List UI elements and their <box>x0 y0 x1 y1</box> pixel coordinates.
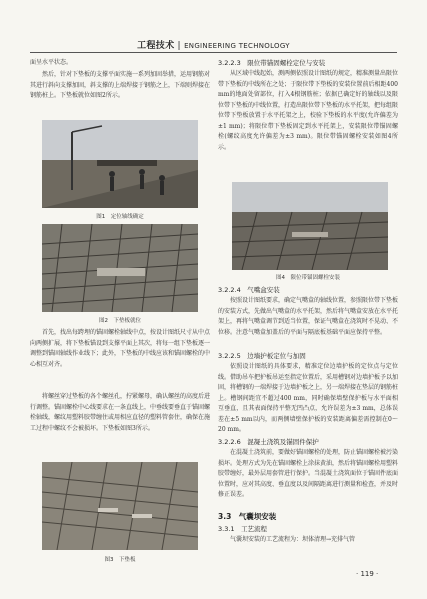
left-paragraph-2: 然后，针对下垫板的支撑平面实施一系列加固举措，运用钢筋对其进行斜向支撑加固，斜支撑的上端焊接于钢筋之上，下端则焊接在钢筋桩上。下垫板就位如图2所示。 <box>30 71 211 99</box>
figure-3-caption: 图3 下垫板 <box>104 557 136 563</box>
left-paragraph-4: 将螺丝穿过垫板的各个螺丝孔，拧紧螺母，确认螺丝的高度后进行调整。锚固螺栓中心线要求在一条直线上，中垂线要垂直于锚固螺栓轴线，螺纹用塑料胶带缠住或用相应直径的塑料管套住，确保在施工过程中螺纹不会被损坏。下垫板如图3所示。 <box>30 393 211 432</box>
section-33-heading: 3.3 气囊坝安装 <box>218 512 277 521</box>
left-paragraph-3: 首先，找出每跨埋的锚固螺栓轴线中点，按设计图纸尺寸从中点向两侧扩展，将下垫板锚设到支撑平面上其次，将每一组下垫板逐一调整到锚固轴线作业线下；此外，下垫板的中线应该和锚固螺栓的中心相互对齐。 <box>30 329 211 368</box>
figure-2-photo <box>42 224 198 312</box>
journal-section-title-en: ENGINEERING TECHNOLOGY <box>184 42 290 50</box>
section-3224-paragraph: 按照设计图纸要求，确定气嘴盒的轴线位置，参照限位带下垫板的安装方式，先做出气嘴盒的水平托架，然后将气嘴盒安放在水平托架上，再将气嘴盒调节到适当位置，保证气嘴盒在浇筑时不晃动、不位移。注意气嘴盒加盖后的平面与隔底板基础平面应保持平整。 <box>218 297 399 336</box>
page-header <box>0 38 427 51</box>
figure-1-photo <box>42 120 198 208</box>
header-separator: | <box>177 41 181 51</box>
section-3223-heading: 3.2.2.3 限位带锚固螺栓定位与安装 <box>218 59 326 67</box>
section-331-paragraph: 气囊坝安装的工艺流程为：坝体清理→充排气管 <box>230 536 356 543</box>
section-331-heading: 3.3.1 工艺流程 <box>218 525 268 533</box>
section-3225-heading: 3.2.2.5 边墙护板定位与加固 <box>218 352 306 360</box>
figure-2-caption: 图2 下垫板就位 <box>99 318 141 324</box>
section-3226-paragraph: 在混凝土浇筑前，要做好锚固螺栓的处理，防止锚固螺栓被污染损坏。处理方式为先在锚固螺栓上涂抹黄油，然后将锚固螺栓用塑料胶带缠好，最外层用套管进行保护。当混凝土浇筑面位于锚固件底面位置时，应对其高度、垂直度以及间隔距离进行测量和检查，并及时修正误差。 <box>218 449 399 498</box>
section-3225-paragraph: 依照设计图纸的具体要求，精准定位边墙护板的定位点与定位线。借助吊车把护板吊运至指定位置后，采用槽钢对边墙护板予以加固，将槽钢的一端焊接于边墙护板之上，另一端焊接在垫层的钢筋桩上。槽钢间距宜不超过400 mm，同时确保墙壁保护板与水平面相互垂直，且其表面保持平整无凹凸点，允许误差为±3 mm，总体误差在±5 mm以内，而两侧墙壁保护板的安装距离偏差需控制在0～20 mm。 <box>218 363 399 433</box>
section-3226-heading: 3.2.2.6 混凝土浇筑及锚固件保护 <box>218 438 319 446</box>
figure-1-caption: 图1 定位轴线确定 <box>96 214 144 220</box>
left-paragraph-1: 面呈水平状态。 <box>30 59 73 66</box>
section-3223-paragraph: 从区域中线起始，测两侧依照设计图纸的规定，精准测量出限位带下垫板的中线所在之处；于限位带下垫板的安装位置前后相距400 mm的地面处留部位，打入4根钢筋桩；依据已确定好的轴线以及限位带下垫板的中线位置，打造出限位带下垫板的水平托架，把每组限位带下垫板放置于水平托架之上，校验下垫板的水平度(允许偏差为±1 mm)；将限位带下垫板固定到水平托架上，安装限位带锚固螺栓(螺纹高度允许偏差为±3 mm)。限位带锚固螺栓安装如图4所示。 <box>218 70 399 151</box>
section-3224-heading: 3.2.2.4 气嘴盒安装 <box>218 286 280 294</box>
figure-4-caption: 图4 限位带锚固螺栓安装 <box>275 275 340 281</box>
page-number: · 119 · <box>356 570 379 578</box>
journal-section-title: 工程技术 <box>137 41 175 51</box>
figure-4-photo <box>232 182 388 270</box>
figure-3-photo <box>42 462 198 550</box>
header-rule <box>30 52 397 53</box>
